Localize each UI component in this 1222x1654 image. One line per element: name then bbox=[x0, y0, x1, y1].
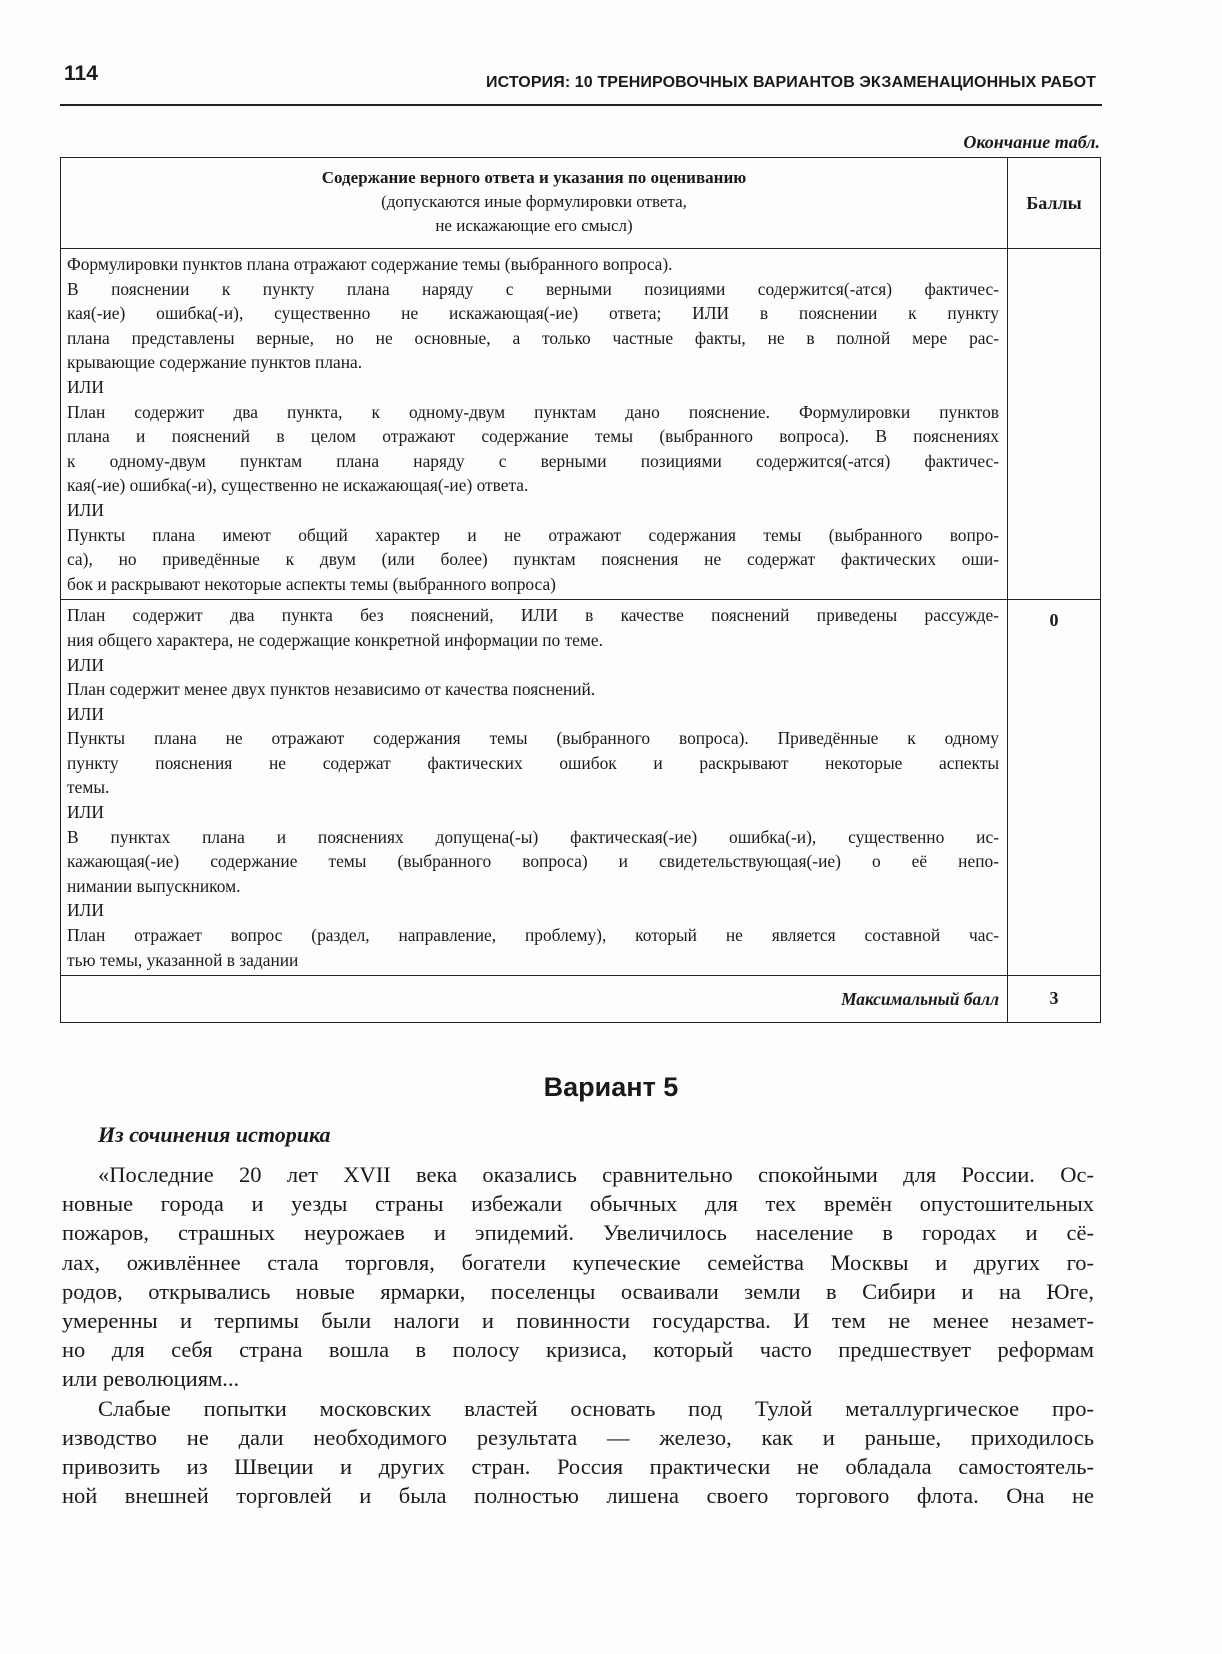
text-line: План содержит два пункта, к одному-двум пунктам дано пояснение. Формулировки пунктов bbox=[67, 401, 999, 422]
text-line: плана представлены верные, но не основные, а только частные факты, не в полной мере рас- bbox=[67, 327, 999, 348]
text-line: Пункты плана имеют общий характер и не отражают содержания темы (выбранного вопро- bbox=[67, 524, 999, 545]
header-rule bbox=[60, 104, 1102, 106]
criteria-cell bbox=[61, 249, 1008, 600]
header-subtitle-2: не искажающие его смысл) bbox=[435, 216, 633, 235]
text-line: плана и пояснений в целом отражают содержание темы (выбранного вопроса). В пояснениях bbox=[67, 426, 999, 447]
table-header-row bbox=[61, 158, 1101, 249]
or-separator: ИЛИ bbox=[67, 499, 104, 520]
text-line: План отражает вопрос (раздел, направление, проблему), который не является составной час- bbox=[67, 925, 999, 946]
text-line: са), но приведённые к двум (или более) пунктам пояснения не содержат фактических оши- bbox=[67, 549, 999, 570]
text-line: крывающие содержание пунктов плана. bbox=[67, 352, 363, 373]
or-separator: ИЛИ bbox=[67, 654, 104, 675]
max-score-value: 3 bbox=[1008, 976, 1101, 1023]
table-continuation-label: Окончание табл. bbox=[963, 132, 1100, 152]
text-line: но для себя страна вошла в полосу кризиса, который часто предшествует реформам bbox=[62, 1337, 1094, 1363]
running-title: ИСТОРИЯ: 10 ТРЕНИРОВОЧНЫХ ВАРИАНТОВ ЭКЗАМЕНАЦИОННЫХ РАБОТ bbox=[485, 74, 1096, 91]
source-text bbox=[62, 1160, 1094, 1510]
or-separator: ИЛИ bbox=[67, 802, 104, 823]
table-row bbox=[61, 249, 1101, 600]
content-column-header bbox=[61, 158, 1008, 249]
text-line: План содержит менее двух пунктов независимо от качества пояснений. bbox=[67, 679, 596, 700]
text-line: кая(-ие) ошибка(-и), существенно не искажающая(-ие) ответа; ИЛИ в пояснении к пункту bbox=[67, 303, 999, 324]
text-line: «Последние 20 лет XVII века оказались сравнительно спокойными для России. Ос- bbox=[98, 1162, 1094, 1187]
table-row bbox=[61, 600, 1101, 976]
text-line: изводство не дали необходимого результата — железо, как и раньше, приходилось bbox=[62, 1424, 1094, 1450]
text-line: темы. bbox=[67, 777, 110, 798]
score-cell bbox=[1008, 249, 1101, 600]
variant-title: Вариант 5 bbox=[543, 1072, 679, 1102]
paragraph bbox=[62, 1394, 1094, 1511]
text-line: привозить из Швеции и других стран. Россия практически не обладала самостоятель- bbox=[62, 1454, 1094, 1480]
or-separator: ИЛИ bbox=[67, 703, 104, 724]
text-line: ной внешней торговлей и была полностью лишена своего торгового флота. Она не bbox=[62, 1483, 1094, 1509]
text-line: Формулировки пунктов плана отражают содержание темы (выбранного вопроса). bbox=[67, 254, 673, 274]
grading-table bbox=[60, 157, 1101, 1023]
text-line: или революциям... bbox=[62, 1366, 240, 1392]
text-line: Пункты плана не отражают содержания темы (выбранного вопроса). Приведённые к одному bbox=[67, 728, 999, 749]
score-cell: 0 bbox=[1008, 600, 1101, 976]
source-title: Из сочинения историка bbox=[98, 1122, 331, 1147]
text-line: лах, оживлённее стала торговля, богатели купеческие семейства Москвы и других го- bbox=[62, 1249, 1094, 1275]
text-line: В пунктах плана и пояснениях допущена(-ы) фактическая(-ие) ошибка(-и), существенно ис- bbox=[67, 826, 999, 847]
text-line: нимании выпускником. bbox=[67, 875, 241, 896]
text-line: В пояснении к пункту плана наряду с верными позициями содержится(-атся) фактичес- bbox=[67, 278, 999, 299]
text-line: пункту пояснения не содержат фактических ошибок и раскрывают некоторые аспекты bbox=[67, 752, 999, 773]
text-line: родов, открывались новые ярмарки, поселенцы осваивали земли в Сибири и на Юге, bbox=[62, 1278, 1094, 1304]
text-line: умеренны и терпимы были налоги и повинности государства. И тем не менее незамет- bbox=[62, 1308, 1094, 1334]
text-line: кая(-ие) ошибка(-и), существенно не искажающая(-ие) ответа. bbox=[67, 475, 529, 496]
text-line: План содержит два пункта без пояснений, ИЛИ в качестве пояснений приведены рассужде- bbox=[67, 605, 999, 626]
or-separator: ИЛИ bbox=[67, 900, 104, 921]
header-title: Содержание верного ответа и указания по оцениванию bbox=[321, 168, 747, 187]
text-line: пожаров, страшных неурожаев и эпидемий. Увеличилось население в городах и сё- bbox=[62, 1220, 1094, 1246]
text-line: новные города и уезды страны избежали обычных для тех времён опустошительных bbox=[62, 1191, 1094, 1217]
header-subtitle-1: (допускаются иные формулировки ответа, bbox=[381, 192, 687, 211]
paragraph bbox=[62, 1160, 1094, 1394]
score-column-header: Баллы bbox=[1008, 158, 1101, 249]
or-separator: ИЛИ bbox=[67, 376, 104, 397]
text-line: тью темы, указанной в задании bbox=[67, 949, 299, 970]
text-line: кажающая(-ие) содержание темы (выбранного вопроса) и свидетельствующая(-ие) о её непо- bbox=[67, 851, 999, 872]
text-line: бок и раскрывают некоторые аспекты темы (выбранного вопроса) bbox=[67, 573, 556, 594]
text-line: Слабые попытки московских властей основать под Тулой металлургическое про- bbox=[98, 1395, 1094, 1421]
text-line: к одному-двум пунктам плана наряду с верными позициями содержится(-атся) фактичес- bbox=[67, 450, 999, 471]
criteria-cell bbox=[61, 600, 1008, 976]
text-line: ния общего характера, не содержащие конкретной информации по теме. bbox=[67, 629, 603, 650]
max-score-label: Максимальный балл bbox=[61, 976, 1008, 1023]
max-score-row bbox=[61, 976, 1101, 1023]
page-number: 114 bbox=[64, 62, 98, 85]
